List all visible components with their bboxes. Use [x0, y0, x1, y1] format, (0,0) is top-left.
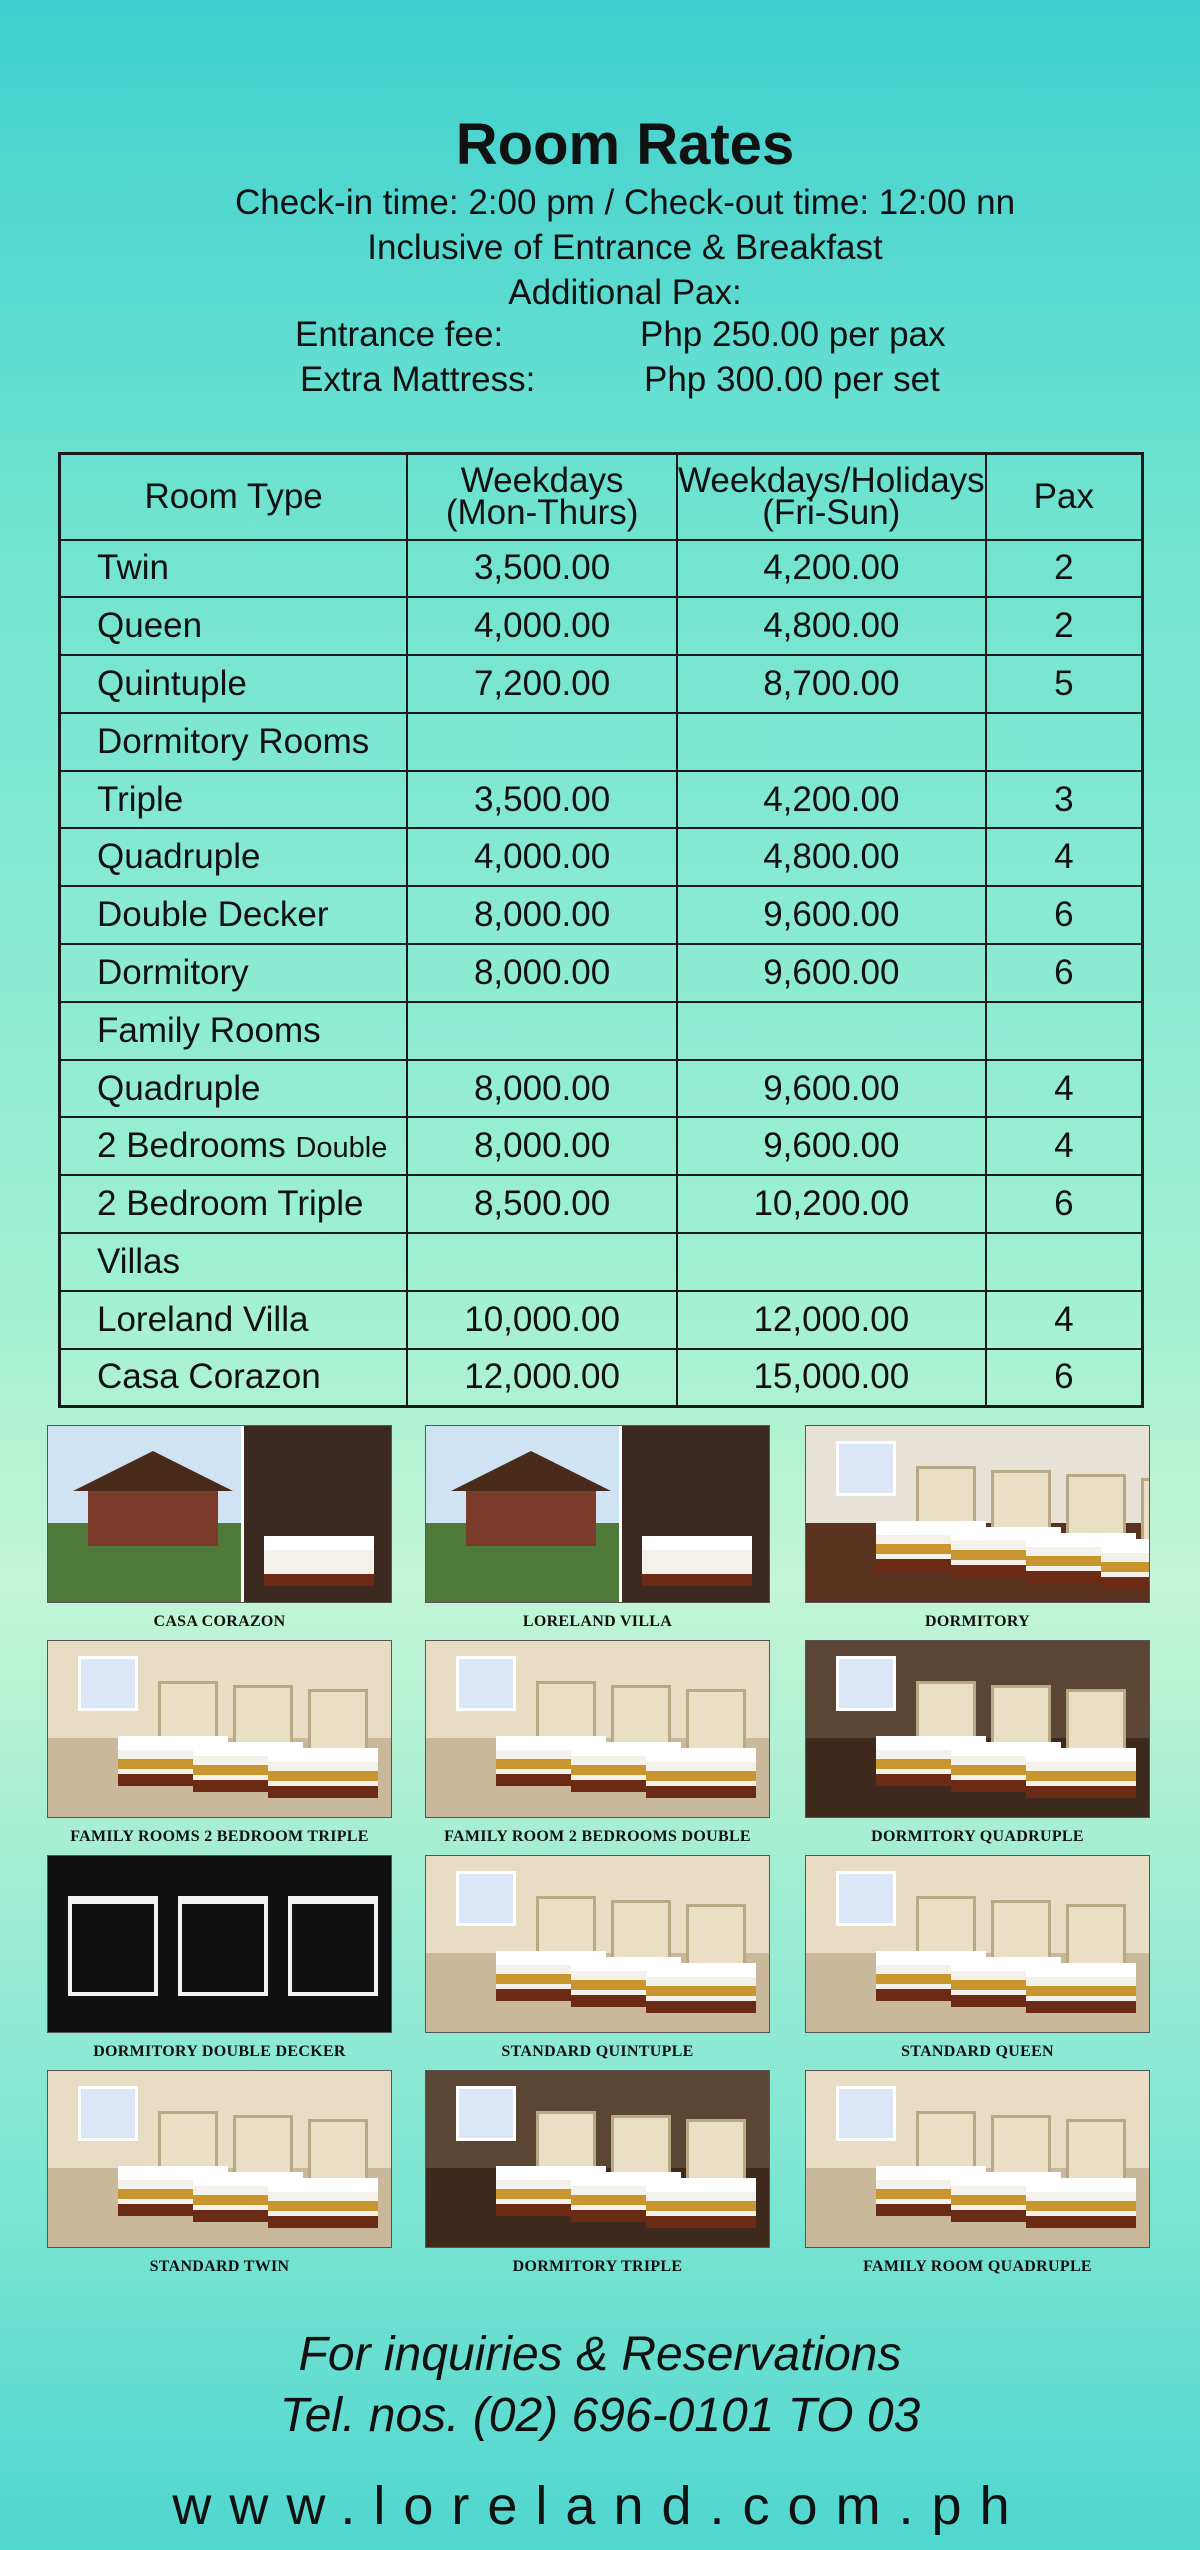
room-photo — [47, 1640, 392, 1818]
photo-caption: FAMILY ROOM QUADRUPLE — [863, 2258, 1092, 2275]
villa-roof — [451, 1451, 611, 1491]
entrance-fee-label: Entrance fee: — [295, 315, 504, 354]
pax-count: 6 — [986, 1349, 1143, 1407]
table-row — [60, 1349, 1143, 1407]
room-name: Loreland Villa — [97, 1299, 309, 1339]
table-section-row — [60, 1002, 1143, 1060]
bunk-bed — [68, 1896, 158, 1996]
room-name-cell — [60, 1291, 408, 1349]
room-photo — [805, 1425, 1150, 1603]
weekday-rate: 8,000.00 — [407, 1117, 677, 1175]
empty-cell — [986, 1002, 1143, 1060]
room-photo — [425, 2070, 770, 2248]
window — [78, 2086, 138, 2141]
window — [836, 1441, 896, 1496]
window — [836, 1871, 896, 1926]
bed-runner — [646, 2201, 756, 2211]
weekday-rate: 3,500.00 — [407, 540, 677, 598]
pax-count: 4 — [986, 1291, 1143, 1349]
weekday-rate: 8,000.00 — [407, 1060, 677, 1118]
room-photo — [425, 1640, 770, 1818]
window — [836, 2086, 896, 2141]
bed-runner — [1026, 1771, 1136, 1781]
weekend-rate: 15,000.00 — [677, 1349, 986, 1407]
gallery-item — [47, 1425, 392, 1631]
window — [456, 1656, 516, 1711]
empty-cell — [677, 1233, 986, 1291]
photo-caption: DORMITORY DOUBLE DECKER — [93, 2043, 346, 2060]
room-name-cell — [60, 597, 408, 655]
table-row — [60, 828, 1143, 886]
table-row — [60, 597, 1143, 655]
header-weekdays-days: (Mon-Thurs) — [445, 492, 639, 532]
section-title: Dormitory Rooms — [60, 713, 408, 771]
gallery-item — [805, 2070, 1150, 2276]
gallery-item — [425, 1640, 770, 1846]
photo-caption: DORMITORY QUADRUPLE — [871, 1828, 1084, 1845]
photo-caption: DORMITORY — [925, 1613, 1030, 1630]
room-name: Casa Corazon — [97, 1357, 321, 1397]
header-holidays-label: Weekdays/Holidays — [677, 460, 985, 500]
bed-runner — [268, 2201, 378, 2211]
bunk-bed — [178, 1896, 268, 1996]
room-name: Dormitory — [97, 952, 249, 992]
bed-runner — [1026, 2201, 1136, 2211]
section-title: Villas — [60, 1233, 408, 1291]
photo-caption: STANDARD TWIN — [149, 2258, 290, 2275]
pax-count: 4 — [986, 828, 1143, 886]
bunk-bed — [288, 1896, 378, 1996]
table-body — [60, 540, 1143, 1407]
room-name: Triple — [97, 779, 184, 819]
table-row — [60, 771, 1143, 829]
room-name-cell — [60, 1060, 408, 1118]
headboard — [1141, 1478, 1150, 1548]
photo-caption: DORMITORY TRIPLE — [512, 2258, 683, 2275]
header-pax: Pax — [986, 454, 1143, 540]
gallery-item — [805, 1640, 1150, 1846]
table-row — [60, 655, 1143, 713]
photo-caption: STANDARD QUEEN — [901, 2043, 1054, 2060]
header-weekdays — [407, 454, 677, 540]
table-header-row — [60, 454, 1143, 540]
weekend-rate: 9,600.00 — [677, 944, 986, 1002]
weekday-rate: 12,000.00 — [407, 1349, 677, 1407]
weekend-rate: 4,800.00 — [677, 828, 986, 886]
room-name: 2 Bedroom Triple — [97, 1184, 364, 1224]
weekend-rate: 9,600.00 — [677, 1117, 986, 1175]
entrance-fee-value: Php 250.00 per pax — [640, 315, 946, 354]
empty-cell — [986, 713, 1143, 771]
photo-caption: FAMILY ROOM 2 BEDROOMS DOUBLE — [444, 1828, 751, 1845]
header-weekdays-label: Weekdays — [460, 460, 624, 500]
room-name-cell — [60, 828, 408, 886]
gallery-item — [425, 1855, 770, 2061]
empty-cell — [407, 1002, 677, 1060]
pax-count: 4 — [986, 1060, 1143, 1118]
weekend-rate: 9,600.00 — [677, 886, 986, 944]
table-row — [60, 1291, 1143, 1349]
room-photo — [47, 1425, 392, 1603]
weekday-rate: 7,200.00 — [407, 655, 677, 713]
weekday-rate: 3,500.00 — [407, 771, 677, 829]
room-name-cell — [60, 944, 408, 1002]
empty-cell — [986, 1233, 1143, 1291]
room-photo — [805, 1855, 1150, 2033]
rates-header — [0, 110, 1200, 405]
mattress-fee-label: Extra Mattress: — [300, 360, 536, 399]
header-holidays-days: (Fri-Sun) — [762, 492, 901, 532]
bed-runner — [1026, 1986, 1136, 1996]
pax-count: 6 — [986, 944, 1143, 1002]
weekend-rate: 9,600.00 — [677, 1060, 986, 1118]
villa-house — [88, 1486, 218, 1546]
weekend-rate: 8,700.00 — [677, 655, 986, 713]
interior-inset — [241, 1426, 391, 1603]
window — [78, 1656, 138, 1711]
gallery-item — [805, 1855, 1150, 2061]
weekday-rate: 8,000.00 — [407, 886, 677, 944]
weekend-rate: 10,200.00 — [677, 1175, 986, 1233]
header-holidays — [677, 454, 986, 540]
table-section-row — [60, 713, 1143, 771]
photo-caption: CASA CORAZON — [153, 1613, 286, 1630]
telephone-numbers: Tel. nos. (02) 696-0101 TO 03 — [279, 2389, 921, 2442]
gallery-item — [47, 2070, 392, 2276]
checkin-time: Check-in time: 2:00 pm / Check-out time: 12:00 nn — [234, 183, 1016, 222]
table-row — [60, 1175, 1143, 1233]
weekday-rate: 10,000.00 — [407, 1291, 677, 1349]
room-name-cell — [60, 540, 408, 598]
weekend-rate: 4,200.00 — [677, 771, 986, 829]
weekday-rate: 4,000.00 — [407, 828, 677, 886]
table-row — [60, 540, 1143, 598]
window — [836, 1656, 896, 1711]
gallery-item — [425, 2070, 770, 2276]
gallery-item — [425, 1425, 770, 1631]
table-row — [60, 1060, 1143, 1118]
weekday-rate: 8,000.00 — [407, 944, 677, 1002]
pax-count: 6 — [986, 886, 1143, 944]
bed-runner — [1101, 1562, 1150, 1572]
additional-pax-heading: Additional Pax: — [508, 273, 742, 312]
gallery-item — [47, 1855, 392, 2061]
weekend-rate: 4,200.00 — [677, 540, 986, 598]
room-name: 2 Bedrooms — [97, 1126, 286, 1166]
room-name: Quadruple — [97, 1068, 261, 1108]
pax-count: 2 — [986, 540, 1143, 598]
table-section-row — [60, 1233, 1143, 1291]
room-rates-table — [58, 452, 1144, 1408]
weekend-rate: 12,000.00 — [677, 1291, 986, 1349]
room-name-cell — [60, 771, 408, 829]
entrance-fee-row — [0, 315, 1200, 360]
empty-cell — [407, 1233, 677, 1291]
room-name: Queen — [97, 606, 203, 646]
empty-cell — [677, 1002, 986, 1060]
room-photo — [425, 1425, 770, 1603]
room-name-cell — [60, 1175, 408, 1233]
photo-caption: LORELAND VILLA — [522, 1613, 673, 1630]
pax-count: 4 — [986, 1117, 1143, 1175]
pax-count: 2 — [986, 597, 1143, 655]
room-name-cell — [60, 1117, 408, 1175]
room-name-cell — [60, 886, 408, 944]
empty-cell — [677, 713, 986, 771]
gallery-item — [805, 1425, 1150, 1631]
bed — [264, 1536, 374, 1586]
inquiries-text: For inquiries & Reservations — [298, 2328, 902, 2381]
weekend-rate: 4,800.00 — [677, 597, 986, 655]
window — [456, 1871, 516, 1926]
room-name-cell — [60, 655, 408, 713]
room-photo — [47, 1855, 392, 2033]
interior-inset — [619, 1426, 769, 1603]
header-room-type: Room Type — [60, 454, 408, 540]
table-row — [60, 886, 1143, 944]
bed-runner — [646, 1986, 756, 1996]
table-row — [60, 1117, 1143, 1175]
table-row — [60, 944, 1143, 1002]
weekday-rate: 8,500.00 — [407, 1175, 677, 1233]
mattress-fee-value: Php 300.00 per set — [644, 360, 940, 399]
room-name: Twin — [97, 548, 169, 588]
section-title: Family Rooms — [60, 1002, 408, 1060]
room-photo — [425, 1855, 770, 2033]
page-title: Room Rates — [455, 112, 795, 177]
room-name: Quadruple — [97, 837, 261, 877]
gallery-item — [47, 1640, 392, 1846]
villa-house — [466, 1486, 596, 1546]
window — [456, 2086, 516, 2141]
room-photo — [47, 2070, 392, 2248]
mattress-fee-row — [0, 360, 1200, 405]
empty-cell — [407, 713, 677, 771]
bed — [642, 1536, 752, 1586]
room-name: Quintuple — [97, 663, 247, 703]
pax-count: 6 — [986, 1175, 1143, 1233]
room-photo — [805, 2070, 1150, 2248]
room-photo — [805, 1640, 1150, 1818]
contact-footer — [0, 2325, 1200, 2537]
pax-count: 5 — [986, 655, 1143, 713]
bed-runner — [268, 1771, 378, 1781]
weekday-rate: 4,000.00 — [407, 597, 677, 655]
room-name: Double Decker — [97, 895, 329, 935]
photo-caption: STANDARD QUINTUPLE — [501, 2043, 694, 2060]
villa-roof — [73, 1451, 233, 1491]
room-name-cell — [60, 1349, 408, 1407]
bed-runner — [646, 1771, 756, 1781]
inclusive-note: Inclusive of Entrance & Breakfast — [367, 228, 883, 267]
photo-caption: FAMILY ROOMS 2 BEDROOM TRIPLE — [70, 1828, 369, 1845]
website-link[interactable]: www.loreland.com.ph — [172, 2476, 1028, 2536]
pax-count: 3 — [986, 771, 1143, 829]
room-name-suffix: Double — [295, 1132, 388, 1165]
